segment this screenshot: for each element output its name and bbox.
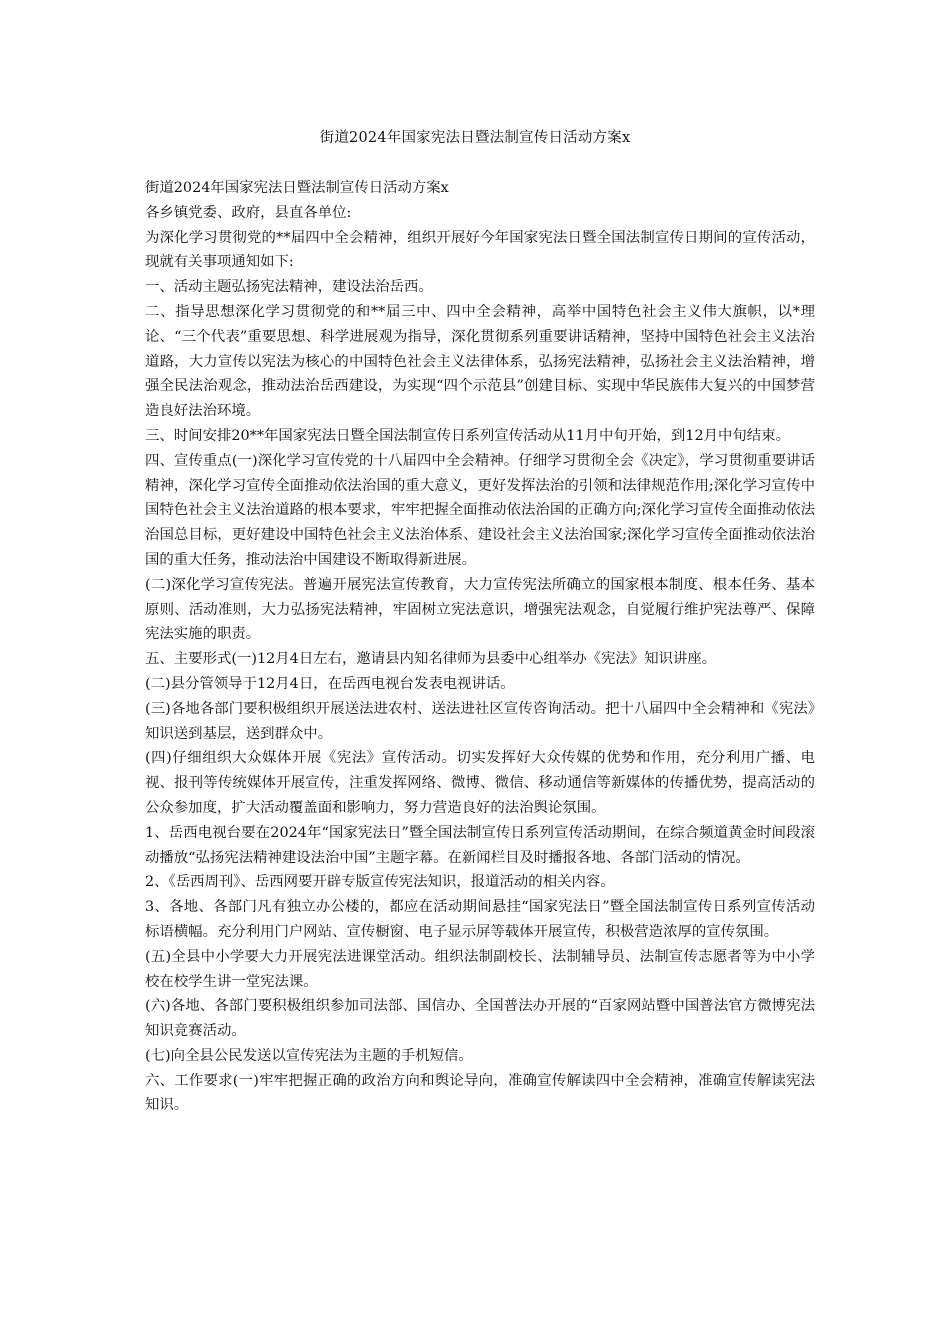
paragraph-intro: 为深化学习贯彻党的**届四中全会精神，组织开展好今年国家宪法日暨全国法制宣传日期间的宣传活动，现就有关事项通知如下: [145, 229, 815, 271]
paragraph-form-five: (五)全县中小学要大力开展宪法进课堂活动。组织法制副校长、法制辅导员、法制宣传志愿者等为中小学校在校学生讲一堂宪法课。 [145, 948, 815, 990]
paragraph-item-2: 2、《岳西周刊》、岳西网要开辟专版宣传宪法知识，报道活动的相关内容。 [145, 874, 615, 891]
paragraph-guiding-ideology: 二、指导思想深化学习贯彻党的和**届三中、四中全会精神，高举中国特色社会主义伟大旗帜，以*理论、“三个代表”重要思想、科学进展观为指导，深化贯彻系列重要讲话精神，坚持中国特色社会主义法治道路，大力宣传以宪法为核心的中国特色社会主义法律体系，弘扬宪法精神，弘扬社会主义法治精神，增强全民法治观念，推动法治岳西建设，为实现“四个示范县”创建目标、实现中华民族伟大复兴的中国梦营造良好法治环境。 [145, 303, 815, 420]
paragraph-form-six: (六)各地、各部门要积极组织参加司法部、国信办、全国普法办开展的“百家网站暨中国普法官方微博宪法知识竞赛活动。 [145, 998, 815, 1040]
paragraph-form-two: (二)县分管领导于12月4日，在岳西电视台发表电视讲话。 [145, 675, 515, 692]
paragraph-heading-repeat: 街道2024年国家宪法日暨法制宣传日活动方案x [145, 180, 449, 196]
paragraph-form-one: 五、主要形式(一)12月4日左右，邀请县内知名律师为县委中心组举办《宪法》知识讲座。 [145, 651, 717, 668]
paragraph-focus-two: (二)深化学习宣传宪法。普遍开展宪法宣传教育，大力宣传宪法所确立的国家根本制度、根本任务、基本原则、活动准则，大力弘扬宪法精神，牢固树立宪法意识，增强宪法观念，自觉履行维护宪法尊严、保障宪法实施的职责。 [145, 576, 815, 643]
paragraph-form-four: (四)仔细组织大众媒体开展《宪法》宣传活动。切实发挥好大众传媒的优势和作用，充分利用广播、电视、报刊等传统媒体开展宣传，注重发挥网络、微博、微信、移动通信等新媒体的传播优势，提高活动的公众参加度，扩大活动覆盖面和影响力，努力营造良好的法治舆论氛围。 [145, 750, 815, 816]
document-body [145, 176, 815, 1118]
paragraph-requirements: 六、工作要求(一)牢牢把握正确的政治方向和舆论导向，准确宣传解读四中全会精神，准确宣传解读宪法知识。 [145, 1072, 815, 1114]
paragraph-theme: 一、活动主题弘扬宪法精神，建设法治岳西。 [145, 279, 433, 296]
paragraph-item-3: 3、各地、各部门凡有独立办公楼的，都应在活动期间悬挂“国家宪法日”暨全国法制宣传日系列宣传活动标语横幅。充分利用门户网站、宣传橱窗、电子显示屏等载体开展宣传，积极营造浓厚的宣传氛围。 [145, 899, 815, 940]
paragraph-form-seven: (七)向全县公民发送以宣传宪法为主题的手机短信。 [145, 1047, 473, 1064]
paragraph-form-three: (三)各地各部门要积极组织开展送法进农村、送法进社区宣传咨询活动。把十八届四中全会精神和《宪法》知识送到基层，送到群众中。 [145, 700, 815, 742]
paragraph-salutation: 各乡镇党委、政府，县直各单位: [145, 204, 352, 221]
document-title: 街道2024年国家宪法日暨法制宣传日活动方案x [319, 130, 631, 146]
paragraph-item-1: 1、岳西电视台要在2024年“国家宪法日”暨全国法制宣传日系列宣传活动期间，在综合频道黄金时间段滚动播放“弘扬宪法精神建设法治中国”主题字幕。在新闻栏目及时播报各地、各部门活动的情况。 [145, 824, 815, 866]
paragraph-schedule: 三、时间安排20**年国家宪法日暨全国法制宣传日系列宣传活动从11月中旬开始，到12月中旬结束。 [145, 427, 790, 444]
paragraph-focus-one: 四、宣传重点(一)深化学习宣传党的十八届四中全会精神。仔细学习贯彻全会《决定》，学习贯彻重要讲话精神，深化学习宣传全面推动依法治国的重大意义，更好发挥法治的引领和法律规范作用;深化学习宣传中国特色社会主义法治道路的根本要求，牢牢把握全面推动依法治国的正确方向;深化学习宣传全面推动依法治国总目标，更好建设中国特色社会主义法治体系、建设社会主义法治国家;深化学习宣传全面推动依法治国的重大任务，推动法治中国建设不断取得新进展。 [145, 452, 815, 568]
